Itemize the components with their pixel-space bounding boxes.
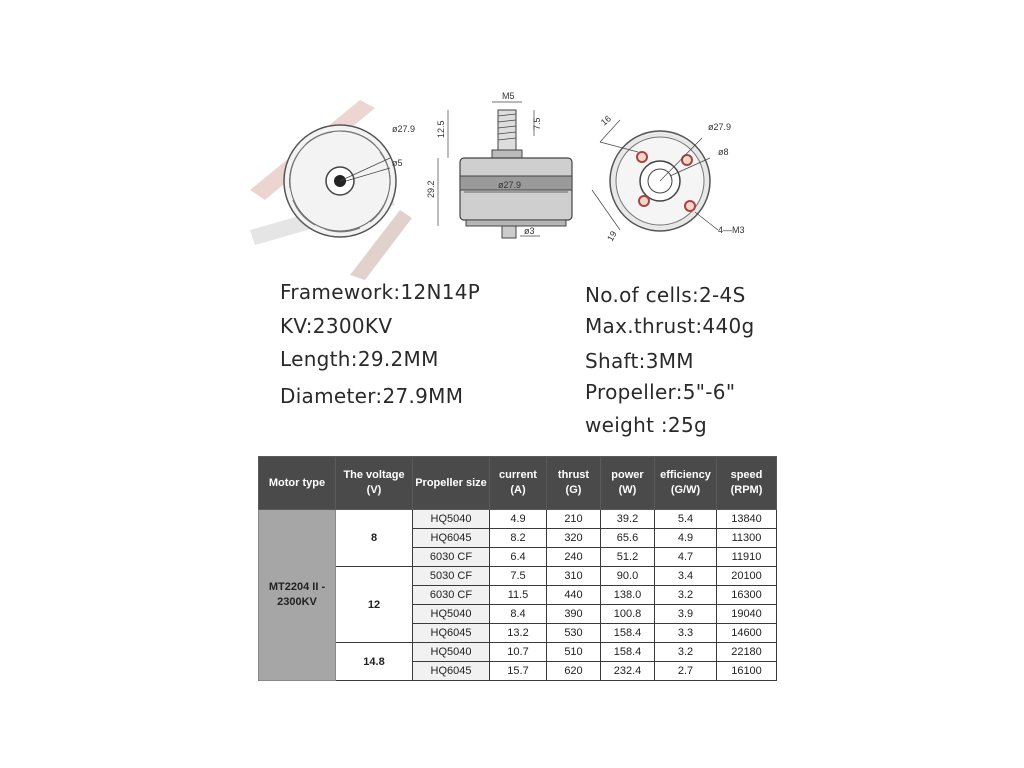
spec-diameter: Diameter:27.9MM [280, 384, 464, 408]
propeller-cell: HQ6045 [413, 624, 490, 643]
spec-cells: No.of cells:2-4S [585, 283, 746, 307]
thrust-cell: 440 [547, 586, 601, 605]
current-cell: 6.4 [490, 548, 547, 567]
power-cell: 51.2 [601, 548, 655, 567]
header-efficiency: efficiency (G/W) [655, 457, 717, 510]
speed-cell: 22180 [717, 643, 777, 662]
motor-type-cell: MT2204 II - 2300KV [259, 510, 336, 681]
header-speed: speed (RPM) [717, 457, 777, 510]
power-cell: 158.4 [601, 643, 655, 662]
propeller-cell: HQ5040 [413, 643, 490, 662]
efficiency-cell: 3.2 [655, 643, 717, 662]
speed-cell: 19040 [717, 605, 777, 624]
header-power: power (W) [601, 457, 655, 510]
efficiency-cell: 2.7 [655, 662, 717, 681]
header-thrust: thrust (G) [547, 457, 601, 510]
voltage-cell: 12 [336, 567, 413, 643]
spec-length: Length:29.2MM [280, 347, 439, 371]
propeller-cell: 5030 CF [413, 567, 490, 586]
bottom-center-dia-label: ø8 [718, 147, 729, 157]
propeller-cell: 6030 CF [413, 586, 490, 605]
current-cell: 8.4 [490, 605, 547, 624]
efficiency-cell: 5.4 [655, 510, 717, 529]
header-current: current (A) [490, 457, 547, 510]
propeller-cell: HQ5040 [413, 605, 490, 624]
table-row [259, 567, 777, 586]
header-propeller-size: Propeller size [413, 457, 490, 510]
power-cell: 138.0 [601, 586, 655, 605]
speed-cell: 11910 [717, 548, 777, 567]
efficiency-cell: 4.7 [655, 548, 717, 567]
side-top-height-label: 12.5 [436, 120, 446, 138]
propeller-cell: HQ6045 [413, 662, 490, 681]
power-cell: 90.0 [601, 567, 655, 586]
thrust-cell: 530 [547, 624, 601, 643]
bottom-view-drawing [592, 113, 745, 243]
thrust-cell: 210 [547, 510, 601, 529]
spec-shaft: Shaft:3MM [585, 349, 694, 373]
current-cell: 15.7 [490, 662, 547, 681]
current-cell: 4.9 [490, 510, 547, 529]
performance-table [258, 456, 777, 681]
table-header-row [259, 457, 777, 510]
front-shaft-dia-label: ø5 [392, 158, 403, 168]
current-cell: 11.5 [490, 586, 547, 605]
thrust-cell: 240 [547, 548, 601, 567]
propeller-cell: 6030 CF [413, 548, 490, 567]
efficiency-cell: 3.2 [655, 586, 717, 605]
voltage-cell: 8 [336, 510, 413, 567]
speed-cell: 16100 [717, 662, 777, 681]
propeller-cell: HQ5040 [413, 510, 490, 529]
power-cell: 158.4 [601, 624, 655, 643]
thrust-cell: 620 [547, 662, 601, 681]
bottom-outer-dia-label: ø27.9 [708, 122, 732, 132]
propeller-cell: HQ6045 [413, 529, 490, 548]
power-cell: 100.8 [601, 605, 655, 624]
voltage-cell: 14.8 [336, 643, 413, 681]
spec-weight: weight :25g [585, 413, 707, 437]
current-cell: 7.5 [490, 567, 547, 586]
spec-framework: Framework:12N14P [280, 280, 481, 304]
speed-cell: 13840 [717, 510, 777, 529]
speed-cell: 11300 [717, 529, 777, 548]
spec-kv: KV:2300KV [280, 314, 393, 338]
speed-cell: 20100 [717, 567, 777, 586]
side-total-length-label: 29.2 [426, 180, 436, 198]
thrust-cell: 510 [547, 643, 601, 662]
speed-cell: 16300 [717, 586, 777, 605]
side-thread-label: M5 [502, 91, 515, 101]
bottom-spacing-a-label: 16 [598, 113, 613, 128]
header-motor-type: Motor type [259, 457, 336, 510]
efficiency-cell: 4.9 [655, 529, 717, 548]
power-cell: 232.4 [601, 662, 655, 681]
header-voltage: The voltage (V) [336, 457, 413, 510]
thrust-cell: 320 [547, 529, 601, 548]
spec-propeller: Propeller:5"-6" [585, 380, 736, 404]
thrust-cell: 390 [547, 605, 601, 624]
bottom-holes-label: 4—M3 [718, 225, 745, 235]
efficiency-cell: 3.9 [655, 605, 717, 624]
side-thread-length-label: 7.5 [532, 117, 542, 130]
thrust-cell: 310 [547, 567, 601, 586]
power-cell: 39.2 [601, 510, 655, 529]
efficiency-cell: 3.4 [655, 567, 717, 586]
current-cell: 8.2 [490, 529, 547, 548]
table-row [259, 510, 777, 529]
table-row [259, 643, 777, 662]
current-cell: 10.7 [490, 643, 547, 662]
side-view-drawing [426, 91, 572, 238]
side-diameter-label: ø27.9 [498, 180, 522, 190]
bottom-spacing-b-label: 19 [605, 229, 619, 243]
motor-technical-drawings [240, 80, 800, 280]
power-cell: 65.6 [601, 529, 655, 548]
efficiency-cell: 3.3 [655, 624, 717, 643]
current-cell: 13.2 [490, 624, 547, 643]
front-outer-dia-label: ø27.9 [392, 124, 416, 134]
speed-cell: 14600 [717, 624, 777, 643]
spec-max-thrust: Max.thrust:440g [585, 314, 755, 338]
side-shaft-label: ø3 [524, 226, 535, 236]
